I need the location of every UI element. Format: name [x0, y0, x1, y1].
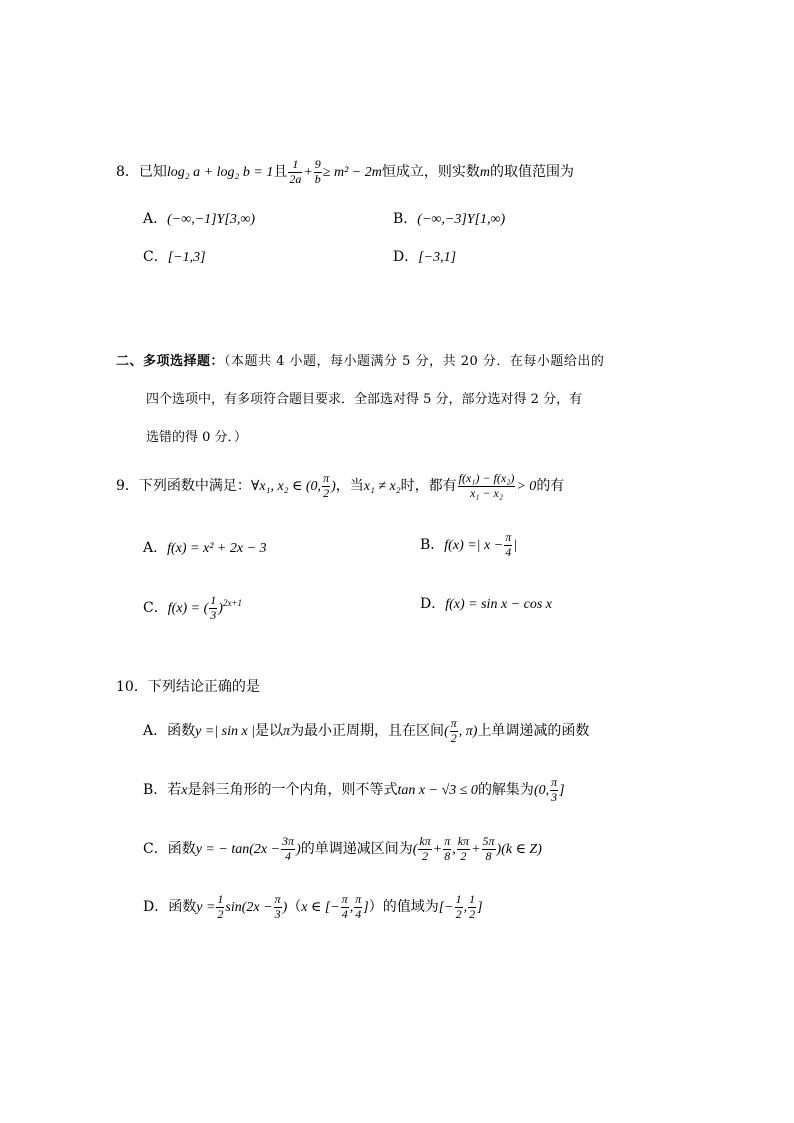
q9-option-d [420, 593, 552, 613]
math-paren: ] [559, 783, 565, 798]
numerator: π [551, 774, 558, 789]
fraction [209, 594, 217, 623]
math-domain: x ∈ [− [301, 900, 340, 915]
denominator: 2 [450, 730, 457, 745]
q8-option-d [393, 246, 456, 266]
option-label: A． [143, 540, 168, 556]
option-label: B． [420, 537, 445, 553]
denominator: 2 [323, 485, 330, 500]
fraction [314, 158, 322, 187]
text: 的解集为 [477, 782, 534, 798]
fraction [458, 472, 516, 501]
text: ）的值域为 [368, 899, 439, 915]
math-function: y = − tan(2x − [195, 842, 281, 857]
denominator: 3 [210, 607, 217, 622]
option-text: f(x) = sin x − cos x [445, 597, 552, 612]
math-comma: , [349, 900, 354, 915]
text: 下列函数中满足： [138, 478, 251, 494]
fraction [550, 776, 558, 805]
fraction [418, 835, 431, 864]
denominator: 8 [444, 848, 451, 863]
option-text: f(x) = ( [167, 601, 209, 616]
fraction [341, 893, 349, 922]
fraction [455, 893, 463, 922]
math-function: sin(2x − [225, 900, 273, 915]
math-paren: ] [477, 900, 483, 915]
math-condition: x₁ ≠ x₂ [363, 479, 401, 494]
option-label: C． [143, 841, 168, 857]
text: （ [287, 899, 302, 915]
fraction [482, 835, 496, 864]
math-paren: ( [412, 842, 418, 857]
operator: + [471, 842, 481, 857]
option-label: D． [143, 899, 169, 915]
numerator: f(x₁) − f(x₂) [458, 470, 515, 485]
math-paren: ) [331, 479, 336, 494]
numerator: kπ [419, 833, 431, 848]
q10-option-d [143, 886, 483, 929]
section-instruction-line3: 选错的得 0 分．） [146, 430, 248, 445]
option-label: D． [420, 596, 446, 612]
denominator: b [314, 171, 321, 186]
math-paren: ) [296, 842, 301, 857]
fraction [281, 835, 295, 864]
math-paren: ) [282, 900, 288, 915]
math-inequality: ≥ m² − 2m [322, 165, 382, 180]
option-label: A． [143, 211, 168, 227]
text: 的取值范围为 [489, 164, 574, 180]
math-comma: , [452, 842, 456, 857]
text: 已知 [138, 164, 167, 180]
numerator: 1 [288, 158, 302, 173]
option-text: f(x) = x² + 2x − 3 [167, 541, 267, 556]
section-heading [116, 350, 604, 369]
math-inequality: > 0 [516, 479, 537, 494]
denominator: 3 [551, 789, 558, 804]
question-number: 10． [116, 679, 148, 695]
option-text: [−1,3] [167, 250, 206, 265]
math-symbol: π [283, 724, 291, 739]
fraction [288, 158, 302, 187]
numerator: π [444, 833, 451, 848]
math-variable: x [181, 783, 188, 798]
numerator: π [505, 529, 512, 544]
operator: + [303, 165, 313, 180]
text: 恒成立，则实数 [381, 164, 480, 180]
text: 且 [273, 164, 288, 180]
text: 时，都有 [400, 478, 457, 494]
q9-option-b [420, 530, 517, 561]
denominator: 2a [289, 171, 302, 186]
text: 函数 [167, 841, 196, 857]
text: 为最小正周期，且在区间 [290, 723, 445, 739]
option-label: A． [143, 723, 168, 739]
denominator: 4 [341, 906, 348, 921]
text: 函数 [167, 723, 196, 739]
text: 下列结论正确的是 [147, 679, 260, 695]
option-text: | [513, 538, 518, 553]
text: 是以 [255, 723, 284, 739]
question-number: 8． [116, 164, 139, 180]
math-variable: m [479, 165, 490, 180]
q9-option-c [143, 588, 242, 624]
section-instruction: （本题共 4 小题，每小题满分 5 分，共 20 分．在每小题给出的 [224, 354, 605, 369]
option-label: B． [143, 782, 168, 798]
math-paren: (0, [533, 783, 550, 798]
option-label: C． [143, 600, 168, 616]
denominator: 2 [455, 906, 462, 921]
text: 上单调递减的函数 [477, 723, 590, 739]
option-label: C． [143, 249, 168, 265]
question-number: 9． [116, 478, 139, 494]
section-instruction-line2: 四个选项中，有多项符合题目要求．全部选对得 5 分，部分选对得 2 分，有 [146, 392, 583, 407]
option-text: f(x) =| x − [444, 538, 504, 553]
math-function: y =| sin x | [195, 724, 256, 739]
q8-option-b [393, 208, 505, 228]
text: 若 [167, 782, 182, 798]
fraction [354, 893, 362, 922]
numerator: π [450, 715, 457, 730]
denominator: 4 [355, 906, 362, 921]
fraction [216, 893, 224, 922]
math-quantifier: ∀x₁, x₂ ∈ (0, [250, 479, 322, 494]
option-text: [−3,1] [418, 250, 457, 265]
denominator: 3 [274, 906, 281, 921]
numerator: π [341, 891, 348, 906]
denominator: 2 [469, 906, 476, 921]
math-function: y = [196, 900, 216, 915]
section-title: 二、多项选择题： [116, 354, 225, 369]
denominator: 2 [422, 848, 429, 863]
fraction [322, 472, 330, 501]
option-text: ) [218, 601, 223, 616]
denominator: 2 [460, 848, 467, 863]
numerator: 3π [282, 833, 295, 848]
fraction [457, 835, 470, 864]
numerator: π [355, 891, 362, 906]
numerator: 1 [455, 891, 462, 906]
fraction [443, 835, 451, 864]
numerator: 1 [210, 592, 217, 607]
denominator: 4 [505, 544, 512, 559]
numerator: 1 [217, 891, 224, 906]
option-label: D． [393, 249, 419, 265]
denominator: 8 [485, 848, 492, 863]
text: 函数 [168, 899, 197, 915]
q8-option-c [143, 246, 206, 266]
math-paren: )(k ∈ Z) [496, 842, 542, 857]
math-paren: ] [363, 900, 369, 915]
question-10-stem [116, 676, 260, 696]
numerator: π [274, 891, 281, 906]
option-text: (−∞,−1]Y[3,∞) [167, 212, 255, 227]
q10-option-a [143, 712, 589, 751]
fraction [468, 893, 476, 922]
question-9-stem [116, 466, 564, 507]
denominator: 4 [285, 848, 292, 863]
fraction [274, 893, 282, 922]
denominator: 2 [217, 906, 224, 921]
exponent: 2x+1 [222, 598, 243, 608]
q10-option-b [143, 770, 565, 811]
text: 的有 [536, 478, 565, 494]
fraction [450, 717, 458, 746]
fraction [504, 531, 512, 560]
q8-option-a [143, 208, 255, 228]
math-paren: , π) [458, 724, 478, 739]
math-condition: log₂ a + log₂ b = 1 [166, 165, 274, 180]
question-8-stem [116, 154, 574, 191]
math-paren: [− [438, 900, 454, 915]
math-paren: ( [444, 724, 449, 739]
text: 的单调递减区间为 [300, 841, 413, 857]
math-comma: , [463, 900, 468, 915]
option-text: (−∞,−3]Y[1,∞) [417, 212, 506, 227]
q10-option-c [143, 828, 542, 871]
q9-option-a [143, 537, 267, 557]
option-label: B． [393, 211, 418, 227]
numerator: kπ [457, 833, 470, 848]
numerator: 9 [314, 156, 321, 171]
denominator: x₁ − x₂ [469, 485, 504, 500]
text: 是斜三角形的一个内角，则不等式 [187, 782, 398, 798]
numerator: 1 [469, 891, 476, 906]
text: ，当 [335, 478, 364, 494]
operator: + [432, 842, 443, 857]
math-inequality: tan x − √3 ≤ 0 [397, 783, 478, 798]
numerator: 5π [482, 833, 495, 848]
numerator: π [323, 470, 330, 485]
